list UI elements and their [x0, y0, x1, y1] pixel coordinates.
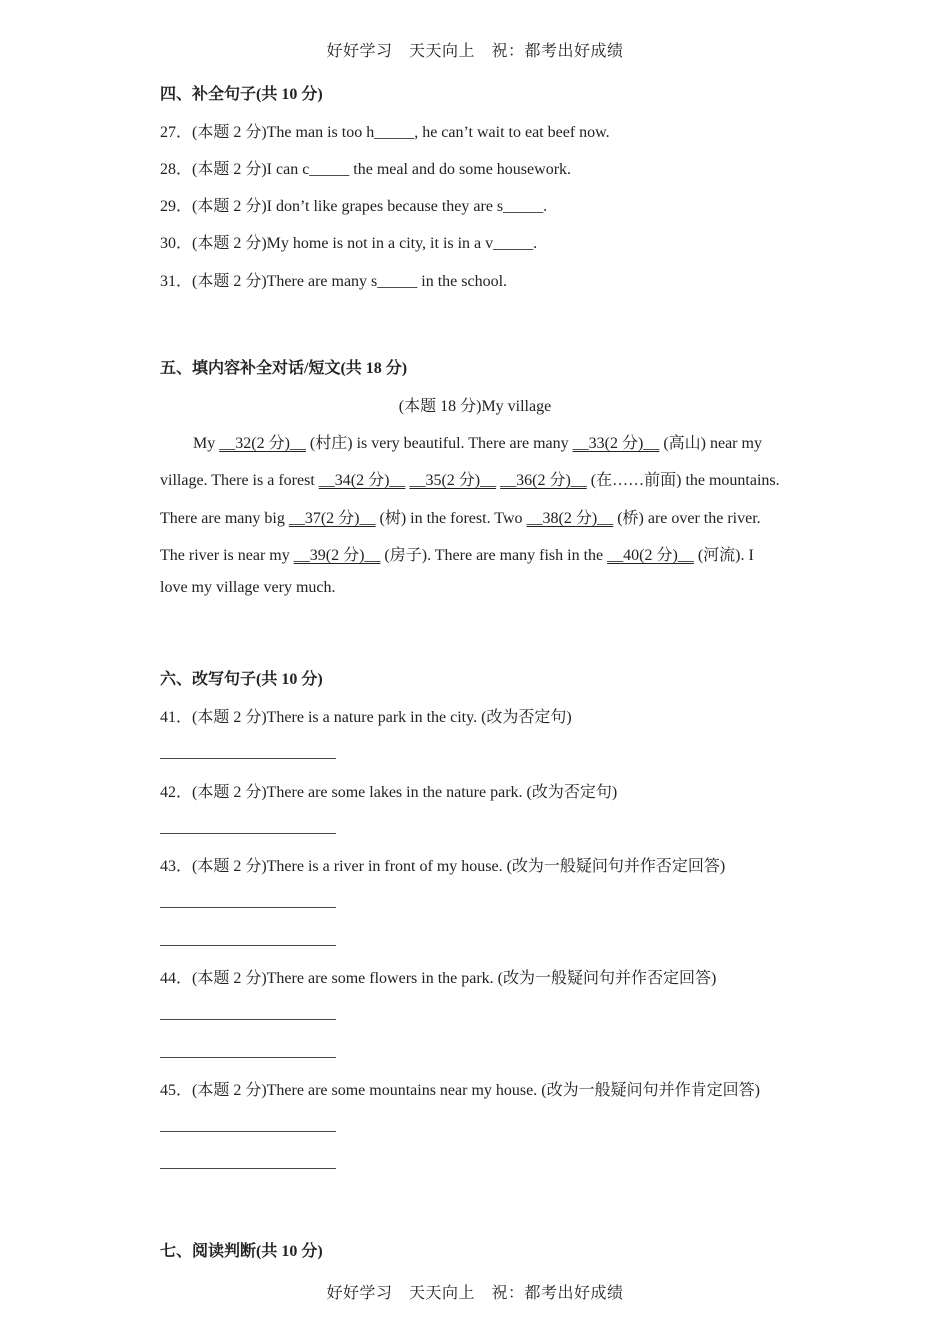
- blank-39[interactable]: __39(2 分)__: [293, 547, 381, 564]
- question-30: 30．(本题 2 分)My home is not in a city, it is in a v_____.: [160, 235, 538, 252]
- section-6-title: 六、改写句子(共 10 分): [160, 671, 323, 688]
- question-27: 27．(本题 2 分)The man is too h_____, he can’t wait to eat beef now.: [160, 124, 610, 141]
- blank-32[interactable]: __32(2 分)__: [219, 435, 306, 452]
- text: My: [193, 435, 220, 452]
- blank-34[interactable]: __34(2 分)__: [318, 472, 406, 489]
- text: (村庄) is very beautiful. There are many: [305, 435, 573, 452]
- blank-36[interactable]: __36(2 分)__: [500, 472, 587, 489]
- question-45: 45．(本题 2 分)There are some mountains near my house. (改为一般疑问句并作肯定回答): [160, 1082, 760, 1099]
- passage-line-4: [160, 542, 754, 565]
- blank-38[interactable]: __38(2 分)__: [526, 510, 614, 527]
- question-43: 43．(本题 2 分)There is a river in front of my house. (改为一般疑问句并作否定回答): [160, 858, 726, 875]
- text: (桥) are over the river.: [613, 510, 761, 527]
- text: The river is near my: [160, 547, 294, 564]
- text: (河流). I: [693, 547, 754, 564]
- answer-line-44b[interactable]: [160, 1057, 336, 1058]
- question-41: 41．(本题 2 分)There is a nature park in the city. (改为否定句): [160, 709, 572, 726]
- blank-37[interactable]: __37(2 分)__: [288, 510, 376, 527]
- answer-line-43a[interactable]: [160, 907, 336, 908]
- question-44: 44．(本题 2 分)There are some flowers in the park. (改为一般疑问句并作否定回答): [160, 970, 717, 987]
- blank-40[interactable]: __40(2 分)__: [607, 547, 694, 564]
- passage-line-2: [160, 467, 780, 490]
- answer-line-45b[interactable]: [160, 1168, 336, 1169]
- answer-line-44a[interactable]: [160, 1019, 336, 1020]
- section-4-title: 四、补全句子(共 10 分): [160, 86, 323, 103]
- section-7-title: 七、阅读判断(共 10 分): [160, 1243, 323, 1260]
- text: (房子). There are many fish in the: [380, 547, 608, 564]
- question-42: 42．(本题 2 分)There are some lakes in the nature park. (改为否定句): [160, 784, 618, 801]
- passage-line-5: love my village very much.: [160, 579, 336, 596]
- text: (在……前面) the mountains.: [586, 472, 780, 489]
- blank-33[interactable]: __33(2 分)__: [572, 435, 660, 452]
- question-31: 31．(本题 2 分)There are many s_____ in the school.: [160, 273, 508, 290]
- answer-line-41[interactable]: [160, 758, 336, 759]
- answer-line-45a[interactable]: [160, 1131, 336, 1132]
- text: village. There is a forest: [160, 472, 319, 489]
- blank-35[interactable]: __35(2 分)__: [409, 472, 497, 489]
- text: There are many big: [160, 510, 289, 527]
- page-header: 好好学习 天天向上 祝：都考出好成绩: [326, 43, 624, 60]
- passage-line-1: [193, 430, 762, 453]
- passage-title: (本题 18 分)My village: [398, 398, 552, 415]
- section-5-title: 五、填内容补全对话/短文(共 18 分): [160, 360, 408, 377]
- answer-line-43b[interactable]: [160, 945, 336, 946]
- text: (树) in the forest. Two: [375, 510, 527, 527]
- answer-line-42[interactable]: [160, 833, 336, 834]
- text: (高山) near my: [659, 435, 762, 452]
- question-29: 29．(本题 2 分)I don’t like grapes because they are s_____.: [160, 198, 548, 215]
- page-footer: 好好学习 天天向上 祝：都考出好成绩: [326, 1285, 624, 1302]
- passage-line-3: [160, 505, 761, 528]
- question-28: 28．(本题 2 分)I can c_____ the meal and do some housework.: [160, 161, 572, 178]
